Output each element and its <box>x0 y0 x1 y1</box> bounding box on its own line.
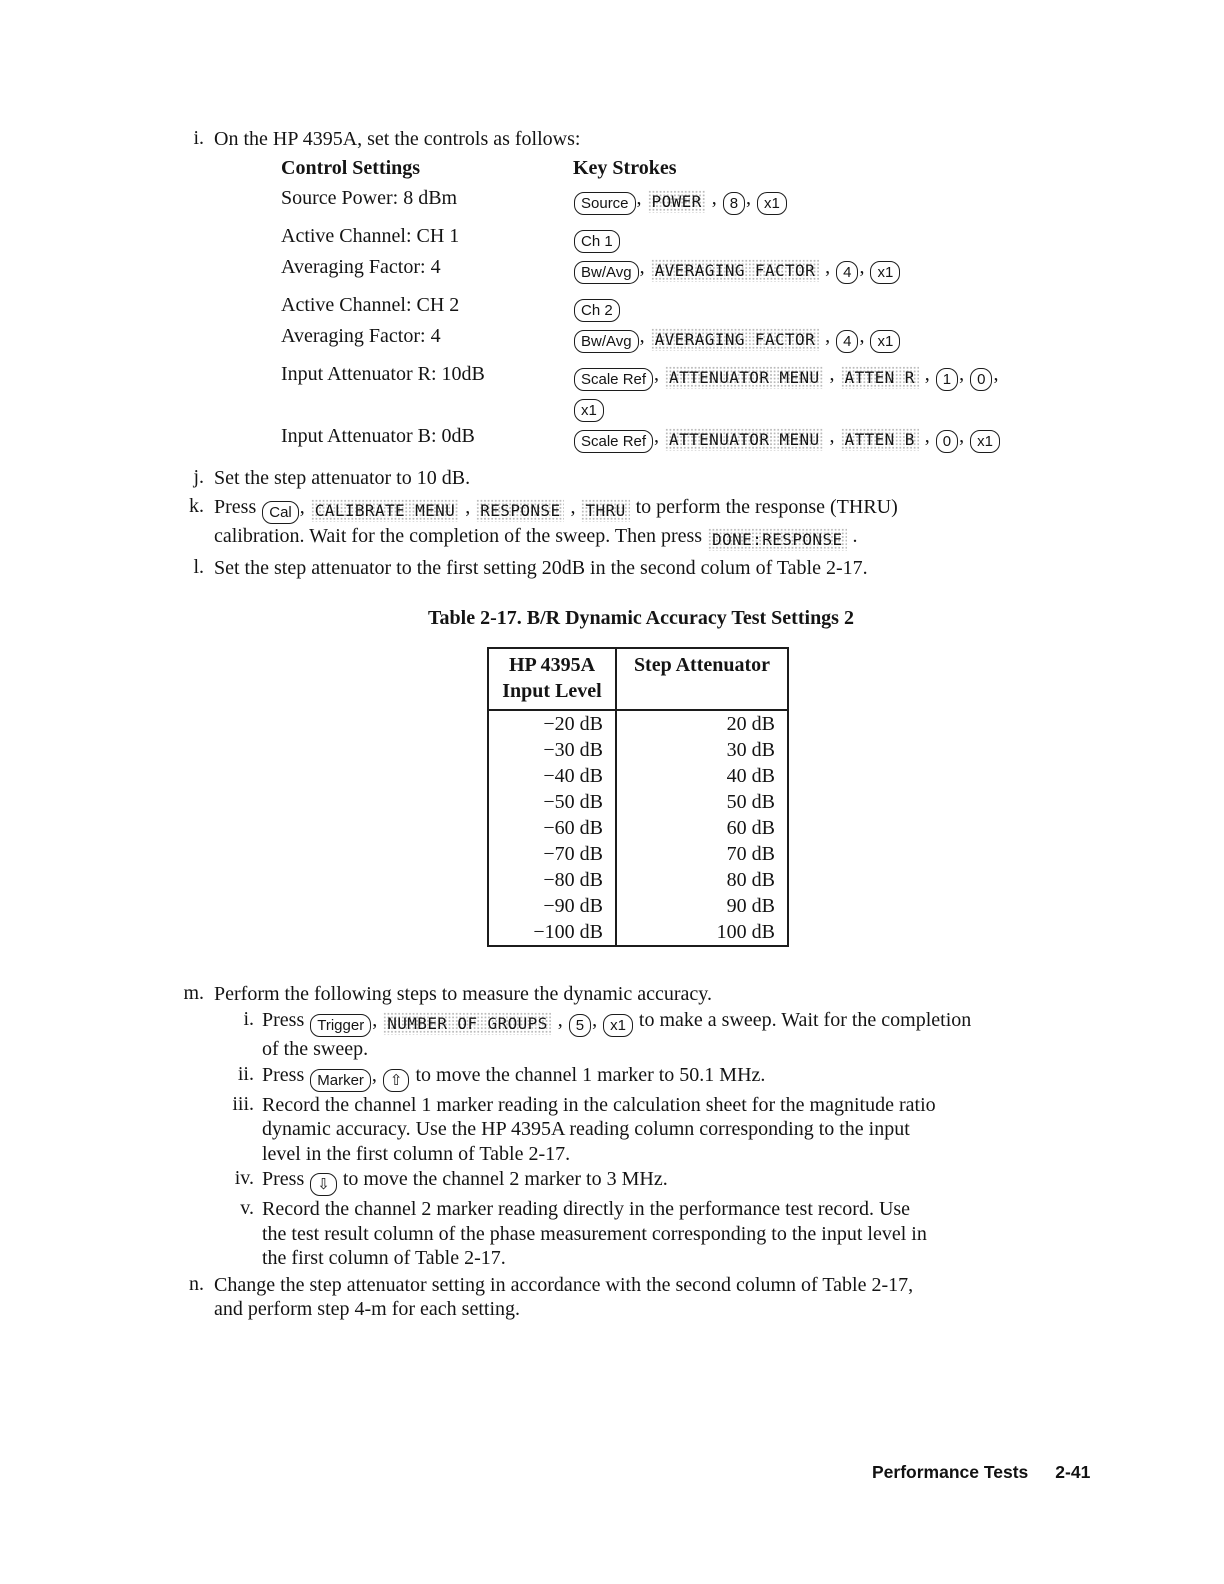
keycap: 0 <box>936 430 958 453</box>
softkey-label: ATTENUATOR MENU <box>665 428 824 451</box>
substep-i <box>220 1008 1088 1062</box>
text-run: the test result column of the phase measurement corresponding to the input level in <box>262 1222 927 1245</box>
substep-iii <box>220 1093 1088 1167</box>
control-setting-label: Active Channel: CH 2 <box>281 293 460 316</box>
keycap: 8 <box>723 192 745 215</box>
text-line <box>214 128 580 150</box>
text-line <box>262 1009 972 1034</box>
keycap: 4 <box>836 261 858 284</box>
text-run: , <box>859 324 870 347</box>
list-item-l <box>168 556 1088 581</box>
input-level-cell: −20 dB <box>543 712 603 735</box>
list-item-n <box>168 1273 1088 1322</box>
text-run: Press <box>214 496 262 518</box>
substep-label: v. <box>240 1197 254 1219</box>
text-run: , <box>371 1063 382 1086</box>
softkey-label: POWER <box>648 190 706 213</box>
text-run: Record the channel 1 marker reading in the calculation sheet for the magnitude ratio <box>262 1093 936 1116</box>
softkey-label: DONE:RESPONSE <box>708 528 846 551</box>
keycap: x1 <box>870 330 900 353</box>
item-label: j. <box>193 465 204 488</box>
key-stroke-sequence <box>573 253 1088 284</box>
text-run: , <box>746 186 757 209</box>
table-section <box>168 605 1088 947</box>
keycap: x1 <box>757 192 787 215</box>
substep-text <box>262 1008 1088 1062</box>
table-row <box>488 763 788 789</box>
controls-row <box>281 322 1088 353</box>
text-run: , <box>959 424 970 447</box>
controls-rows <box>281 184 1088 453</box>
text-run: to make a sweep. Wait for the completion <box>633 1009 972 1031</box>
key-stroke-sequence <box>573 291 1088 322</box>
text-line <box>262 1143 570 1165</box>
keycap: Marker <box>310 1069 371 1092</box>
step-attenuator-cell: 70 dB <box>616 841 788 867</box>
item-label: i. <box>193 127 204 149</box>
item-body <box>214 466 1088 491</box>
control-settings-block <box>281 157 1088 453</box>
text-run: , <box>654 424 665 447</box>
control-setting-label: Source Power: 8 dBm <box>281 186 458 209</box>
softkey-label: NUMBER OF GROUPS <box>383 1012 552 1035</box>
text-run: , <box>820 255 836 278</box>
input-level-cell: −60 dB <box>543 816 603 839</box>
text-run: , <box>592 1009 603 1031</box>
text-run: , <box>372 1009 383 1031</box>
text-line <box>573 424 1001 450</box>
step-attenuator-cell: 20 dB <box>616 710 788 737</box>
softkey-label: ATTEN R <box>841 366 919 389</box>
step-attenuator-cell: 80 dB <box>616 867 788 893</box>
substeps-list <box>220 1008 1088 1271</box>
text-run: of the sweep. <box>262 1038 369 1060</box>
controls-row <box>281 291 1088 322</box>
item-body <box>214 1273 1088 1322</box>
keycap: Ch 1 <box>574 230 620 253</box>
keycap: Trigger <box>310 1014 371 1037</box>
softkey-label: THRU <box>581 499 629 522</box>
control-settings-header: Control Settings <box>281 156 421 179</box>
keycap: Cal <box>262 501 299 524</box>
attenuator-table <box>487 647 789 947</box>
controls-row <box>281 360 1088 422</box>
text-run: level in the first column of Table 2-17. <box>262 1142 571 1165</box>
item-text <box>214 127 1088 152</box>
keycap: Bw/Avg <box>574 330 639 353</box>
item-label: n. <box>189 1272 204 1295</box>
input-level-cell: −70 dB <box>543 842 603 865</box>
keycap: x1 <box>574 399 604 422</box>
text-run: Press <box>262 1009 310 1031</box>
list-item-m <box>168 982 1088 1271</box>
item-text <box>214 556 1088 581</box>
controls-row <box>281 222 1088 253</box>
substep-label: iv. <box>234 1167 254 1189</box>
table-row <box>488 815 788 841</box>
text-line <box>214 496 898 521</box>
substep-body <box>262 1063 1088 1092</box>
text-run: Change the step attenuator setting in accordance with the second column of Table 2-17, <box>214 1273 914 1296</box>
text-run: , <box>654 362 665 385</box>
control-setting-label: Input Attenuator R: 10dB <box>281 362 485 385</box>
item-text <box>214 1273 1088 1322</box>
softkey-label: ATTEN B <box>841 428 919 451</box>
softkey-label: AVERAGING FACTOR <box>651 259 820 282</box>
substep-text <box>262 1197 1088 1271</box>
substep-body <box>262 1167 1088 1196</box>
substep-v <box>220 1197 1088 1271</box>
controls-header-row <box>281 157 1088 184</box>
text-run: Set the step attenuator to 10 dB. <box>214 466 471 489</box>
text-run: to move the channel 1 marker to 50.1 MHz. <box>410 1063 766 1086</box>
text-run: and perform step 4-m for each setting. <box>214 1298 521 1320</box>
softkey-label: AVERAGING FACTOR <box>651 328 820 351</box>
table-row <box>488 789 788 815</box>
text-line <box>262 1063 766 1089</box>
substep-body <box>262 1008 1088 1062</box>
text-line <box>262 1247 506 1269</box>
text-line <box>214 467 470 489</box>
step-attenuator-cell: 30 dB <box>616 737 788 763</box>
keycap: 4 <box>836 330 858 353</box>
substep-text <box>262 1167 1088 1196</box>
text-line <box>262 1198 910 1220</box>
keycap: Scale Ref <box>574 430 653 453</box>
substep-label: ii. <box>237 1062 254 1085</box>
text-line <box>573 225 621 250</box>
text-line <box>573 394 605 419</box>
table-header-row <box>488 648 788 710</box>
text-run: , <box>639 324 650 347</box>
text-run: , <box>820 324 836 347</box>
softkey-label: RESPONSE <box>476 499 564 522</box>
substep-iv <box>220 1167 1088 1196</box>
text-run: , <box>706 186 722 209</box>
text-run: . <box>847 525 858 547</box>
softkey-label: ATTENUATOR MENU <box>665 366 824 389</box>
down-arrow-keycap-icon: ⇩ <box>310 1173 337 1196</box>
column-header-input-level: HP 4395A Input Level <box>488 648 616 710</box>
keycap: 5 <box>569 1014 591 1037</box>
key-stroke-sequence <box>573 322 1088 353</box>
text-run: , <box>636 186 647 209</box>
control-setting-label: Active Channel: CH 1 <box>281 224 460 247</box>
text-run: Press <box>262 1063 310 1086</box>
text-line <box>573 255 901 281</box>
item-body <box>214 495 1088 551</box>
text-line <box>214 1274 913 1296</box>
text-run: , <box>824 424 840 447</box>
text-run: , <box>919 362 935 385</box>
column-header-step-attenuator: Step Attenuator <box>616 648 788 710</box>
step-attenuator-cell: 90 dB <box>616 893 788 919</box>
input-level-cell: −40 dB <box>543 764 603 787</box>
control-setting-label: Averaging Factor: 4 <box>281 324 441 347</box>
text-run: , <box>460 496 476 518</box>
item-label: k. <box>189 495 204 517</box>
text-run: Record the channel 2 marker reading directly in the performance test record. Use <box>262 1198 911 1220</box>
text-run: calibration. Wait for the completion of the sweep. Then press <box>214 525 708 547</box>
input-level-cell: −80 dB <box>543 868 603 891</box>
page-footer <box>872 1462 1090 1483</box>
table-row <box>488 919 788 946</box>
text-run: , <box>299 496 310 518</box>
table-row <box>488 737 788 763</box>
steps-j-k-l <box>168 466 1088 581</box>
input-level-cell: −50 dB <box>543 790 603 813</box>
text-run: , <box>859 255 870 278</box>
item-label: m. <box>183 981 204 1004</box>
page-content <box>168 127 1088 1322</box>
list-item-j <box>168 466 1088 491</box>
text-run: Set the step attenuator to the first setting 20dB in the second colum of Table 2-17. <box>214 557 868 579</box>
item-text <box>214 466 1088 491</box>
keycap: x1 <box>970 430 1000 453</box>
keycap: Ch 2 <box>574 299 620 322</box>
text-run: , <box>552 1009 568 1031</box>
text-line <box>262 1038 368 1060</box>
text-line <box>573 362 999 388</box>
keycap: 0 <box>970 368 992 391</box>
text-line <box>573 186 788 212</box>
text-run: the first column of Table 2-17. <box>262 1247 506 1269</box>
text-line <box>262 1118 910 1140</box>
text-line <box>214 557 868 579</box>
keycap: Scale Ref <box>574 368 653 391</box>
input-level-cell: −30 dB <box>543 738 603 761</box>
table-row <box>488 710 788 737</box>
softkey-label: CALIBRATE MENU <box>311 499 459 522</box>
substep-text <box>262 1063 1088 1092</box>
text-run: , <box>639 255 650 278</box>
key-stroke-sequence <box>573 222 1088 253</box>
text-run: , <box>959 362 970 385</box>
key-stroke-sequence <box>573 184 1088 215</box>
substep-label: i. <box>243 1008 254 1030</box>
text-line <box>262 1094 936 1116</box>
substep-label: iii. <box>232 1092 254 1115</box>
step-attenuator-cell: 50 dB <box>616 789 788 815</box>
text-run: to perform the response (THRU) <box>630 496 898 518</box>
item-text <box>214 982 1088 1007</box>
text-line <box>214 525 858 547</box>
item-body <box>214 127 1088 457</box>
list-item-i <box>168 127 1088 457</box>
item-label: l. <box>193 556 204 578</box>
text-run: , <box>565 496 581 518</box>
table-row <box>488 867 788 893</box>
keycap: x1 <box>870 261 900 284</box>
text-run: On the HP 4395A, set the controls as follows: <box>214 128 581 150</box>
text-line <box>262 1168 668 1193</box>
control-setting-label: Averaging Factor: 4 <box>281 255 441 278</box>
input-level-cell: −90 dB <box>543 894 603 917</box>
input-level-cell: −100 dB <box>533 920 603 943</box>
controls-row <box>281 184 1088 215</box>
table-title: Table 2-17. B/R Dynamic Accuracy Test Settings 2 <box>428 606 854 629</box>
footer-section-title: Performance Tests <box>872 1462 1029 1482</box>
list-item-k <box>168 495 1088 551</box>
text-run: dynamic accuracy. Use the HP 4395A reading column corresponding to the input <box>262 1118 910 1140</box>
text-run: Press <box>262 1168 310 1190</box>
text-run: to move the channel 2 marker to 3 MHz. <box>337 1168 668 1190</box>
up-arrow-keycap-icon: ⇧ <box>383 1069 410 1092</box>
text-line <box>214 983 712 1005</box>
table-row <box>488 841 788 867</box>
substep-text <box>262 1093 1088 1167</box>
text-line <box>573 294 621 319</box>
keycap: Source <box>574 192 636 215</box>
keycap: 1 <box>936 368 958 391</box>
text-run: , <box>993 362 999 385</box>
text-run: , <box>919 424 935 447</box>
key-stroke-sequence <box>573 422 1088 453</box>
keycap: Bw/Avg <box>574 261 639 284</box>
substep-body <box>262 1197 1088 1271</box>
controls-row <box>281 422 1088 453</box>
controls-row <box>281 253 1088 284</box>
step-attenuator-cell: 60 dB <box>616 815 788 841</box>
text-line <box>214 1298 520 1320</box>
text-run: Perform the following steps to measure the dynamic accuracy. <box>214 982 712 1005</box>
control-setting-label: Input Attenuator B: 0dB <box>281 424 475 447</box>
step-attenuator-cell: 40 dB <box>616 763 788 789</box>
footer-page-number: 2-41 <box>1055 1462 1091 1482</box>
text-line <box>262 1223 927 1245</box>
item-text <box>214 495 1088 551</box>
substep-ii <box>220 1063 1088 1092</box>
text-run: , <box>824 362 840 385</box>
key-strokes-header: Key Strokes <box>573 156 677 179</box>
item-body <box>214 556 1088 581</box>
text-line <box>573 324 901 350</box>
keycap: x1 <box>603 1014 633 1037</box>
item-body <box>214 982 1088 1271</box>
step-attenuator-cell: 100 dB <box>616 919 788 946</box>
substep-body <box>262 1093 1088 1167</box>
table-row <box>488 893 788 919</box>
key-stroke-sequence <box>573 360 1088 422</box>
